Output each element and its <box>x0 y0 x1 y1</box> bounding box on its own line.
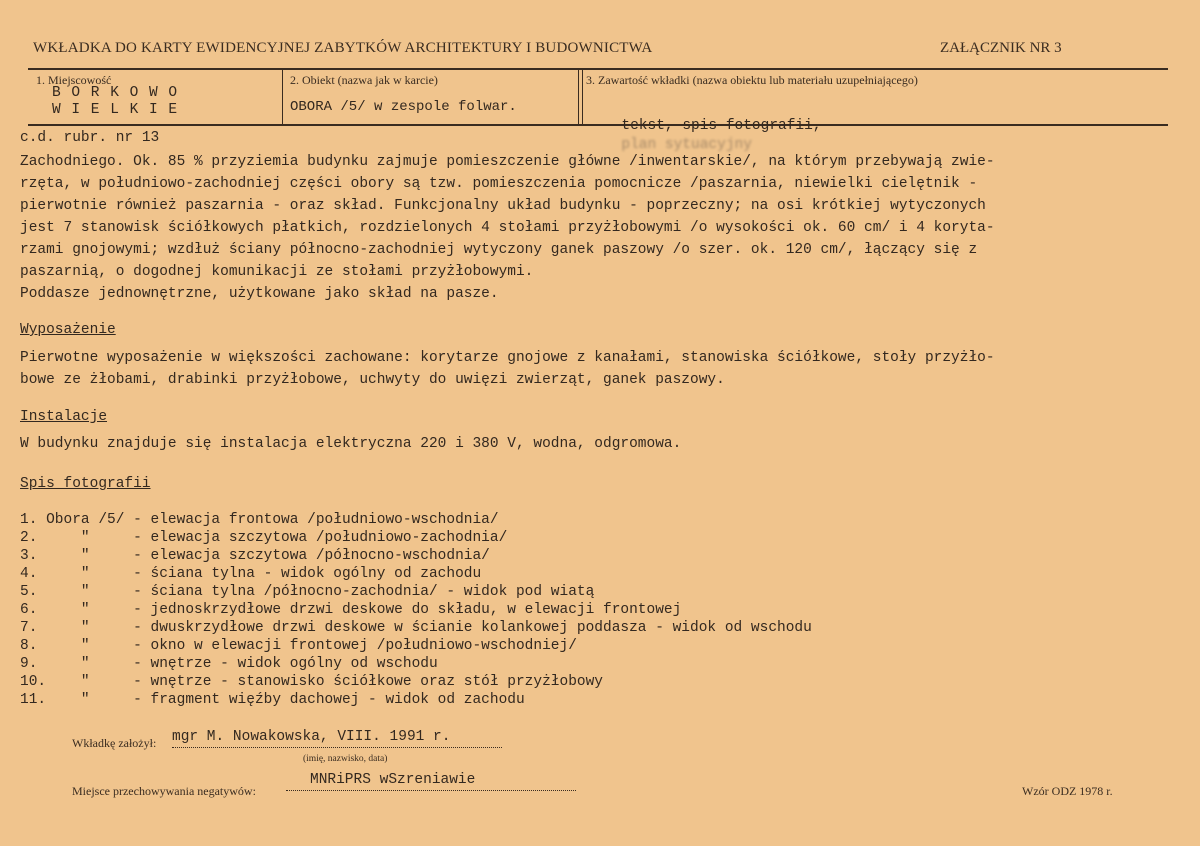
description-line: paszarnią, o dogodnej komunikacji ze stołami przyżłobowymi. <box>20 264 534 280</box>
photo-list-item: 5. " - ściana tylna /północno-zachodnia/ - widok pod wiatą <box>20 584 595 600</box>
divider-vertical-2 <box>578 68 579 126</box>
prepared-by-label: Wkładkę założył: <box>72 736 157 750</box>
installations-heading: Instalacje <box>20 409 108 425</box>
photo-list-item: 6. " - jednoskrzydłowe drzwi deskowe do składu, w elewacji frontowej <box>20 602 682 618</box>
divider-top <box>28 68 1168 70</box>
content-value <box>604 98 822 155</box>
description-line: Poddasze jednownętrzne, użytkowane jako skład na pasze. <box>20 286 499 302</box>
description-line: jest 7 stanowisk ściółkowych płatkich, rozdzielonych 4 stołami przyżłobowymi /o wysokości ok. 60 cm/ i 4 koryta- <box>20 220 995 236</box>
content-label: 3. Zawartość wkładki (nazwa obiektu lub materiału uzupełniającego) <box>586 73 918 87</box>
content-value-text: tekst, spis fotografii, <box>621 118 822 134</box>
storage-label: Miejsce przechowywania negatywów: <box>72 784 256 798</box>
photo-list-item: 2. " - elewacja szczytowa /południowo-zachodnia/ <box>20 530 508 546</box>
equipment-heading: Wyposażenie <box>20 322 116 338</box>
photo-list-item: 9. " - wnętrze - widok ogólny od wschodu <box>20 656 438 672</box>
description-line: rzęta, w południowo-zachodniej części obory są tzw. pomieszczenia pomocnicze /paszarnia, niewielki cielętnik - <box>20 176 978 192</box>
prepared-by-value: mgr M. Nowakowska, VIII. 1991 r. <box>172 728 502 748</box>
photo-list-item: 8. " - okno w elewacji frontowej /południowo-wschodniej/ <box>20 638 577 654</box>
prepared-by-hint: (imię, nazwisko, data) <box>303 754 388 764</box>
locality-value-line1: B O R K O W O <box>52 85 179 101</box>
description-line: Zachodniego. Ok. 85 % przyziemia budynku zajmuje pomieszczenie główne /inwentarskie/, na którym przebywają zwie- <box>20 154 995 170</box>
divider-vertical-1 <box>282 68 283 126</box>
photo-list-item: 4. " - ściana tylna - widok ogólny od zachodu <box>20 566 482 582</box>
photo-list-item: 3. " - elewacja szczytowa /północno-wschodnia/ <box>20 548 490 564</box>
object-label: 2. Obiekt (nazwa jak w karcie) <box>290 73 438 87</box>
rubric-reference: c.d. rubr. nr 13 <box>20 130 160 146</box>
equipment-line: Pierwotne wyposażenie w większości zachowane: korytarze gnojowe z kanałami, stanowiska ściółkowe, stoły przyżło- <box>20 350 995 366</box>
object-value: OBORA /5/ w zespole folwar. <box>290 99 517 115</box>
content-value-smudged: plan sytuacyjny <box>621 137 752 153</box>
photo-list-item: 7. " - dwuskrzydłowe drzwi deskowe w ścianie kolankowej poddasza - widok od wschodu <box>20 620 812 636</box>
form-template-id: Wzór ODZ 1978 r. <box>1022 784 1113 798</box>
photo-list-item: 11. " - fragment więźby dachowej - widok od zachodu <box>20 692 525 708</box>
locality-value-line2: W I E L K I E <box>52 102 179 118</box>
photo-list-item: 1. Obora /5/ - elewacja frontowa /południowo-wschodnia/ <box>20 512 499 528</box>
photos-heading: Spis fotografii <box>20 476 151 492</box>
installations-line: W budynku znajduje się instalacja elektryczna 220 i 380 V, wodna, odgromowa. <box>20 436 682 452</box>
attachment-number: ZAŁĄCZNIK NR 3 <box>940 40 1062 56</box>
description-line: rzami gnojowymi; wzdłuż ściany północno-zachodniej wytyczony ganek paszowy /o szer. ok. 120 cm/, łączący się z <box>20 242 978 258</box>
description-line: pierwotnie również paszarnia - oraz skład. Funkcjonalny układ budynku - poprzeczny; na osi krótkiej wytyczonych <box>20 198 986 214</box>
photo-list-item: 10. " - wnętrze - stanowisko ściółkowe oraz stół przyżłobowy <box>20 674 603 690</box>
divider-fields <box>28 124 1168 126</box>
form-title: WKŁADKA DO KARTY EWIDENCYJNEJ ZABYTKÓW ARCHITEKTURY I BUDOWNICTWA <box>33 40 653 56</box>
divider-vertical-2b <box>582 68 583 126</box>
locality-label: 1. Miejscowość <box>36 73 112 87</box>
storage-value: MNRiPRS wSzreniawie <box>286 771 576 791</box>
equipment-line: bowe ze żłobami, drabinki przyżłobowe, uchwyty do uwięzi zwierząt, ganek paszowy. <box>20 372 725 388</box>
